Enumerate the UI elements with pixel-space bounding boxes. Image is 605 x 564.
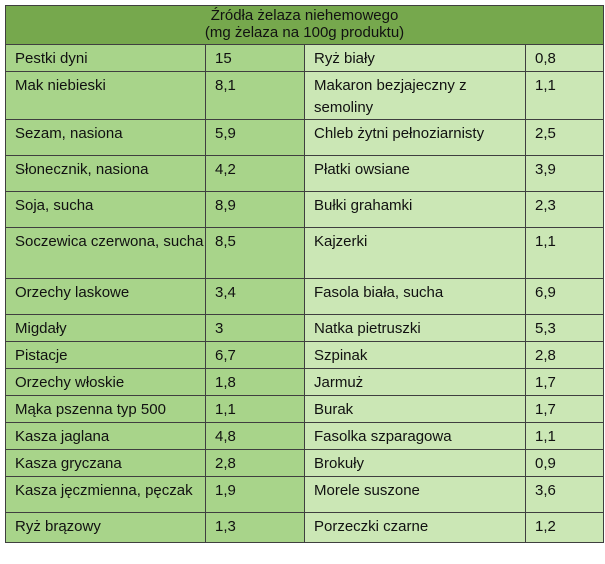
table-row [6, 72, 604, 120]
product-name-cell: Kajzerki [305, 228, 526, 279]
product-name-cell: Fasolka szparagowa [305, 423, 526, 450]
iron-value-cell: 1,9 [206, 477, 305, 513]
product-name-cell: Migdały [6, 315, 206, 342]
product-name-cell: Jarmuż [305, 369, 526, 396]
product-name-cell: Natka pietruszki [305, 315, 526, 342]
iron-value-cell: 1,2 [526, 513, 604, 543]
table-row [6, 396, 604, 423]
product-name-cell: Szpinak [305, 342, 526, 369]
table-row [6, 369, 604, 396]
table-row [6, 450, 604, 477]
product-name-cell: Soczewica czerwona, sucha [6, 228, 206, 279]
table-title-line-1: Źródła żelaza niehemowego [210, 7, 399, 24]
iron-value-cell: 4,2 [206, 156, 305, 192]
product-name-cell: Morele suszone [305, 477, 526, 513]
iron-value-cell: 3,6 [526, 477, 604, 513]
iron-value-cell: 2,8 [526, 342, 604, 369]
iron-value-cell: 4,8 [206, 423, 305, 450]
product-name-cell: Sezam, nasiona [6, 120, 206, 156]
product-name-cell: Pestki dyni [6, 45, 206, 72]
table-row [6, 279, 604, 315]
product-name-cell: Pistacje [6, 342, 206, 369]
iron-value-cell: 3,4 [206, 279, 305, 315]
product-name-cell: Słonecznik, nasiona [6, 156, 206, 192]
product-name-cell: Chleb żytni pełnoziarnisty [305, 120, 526, 156]
product-name-cell: Soja, sucha [6, 192, 206, 228]
iron-value-cell: 1,1 [526, 228, 604, 279]
table-title-row [6, 6, 604, 45]
iron-value-cell: 6,9 [526, 279, 604, 315]
iron-value-cell: 8,9 [206, 192, 305, 228]
table-row [6, 513, 604, 543]
table-row [6, 477, 604, 513]
iron-value-cell: 8,1 [206, 72, 305, 120]
iron-value-cell: 3,9 [526, 156, 604, 192]
iron-value-cell: 2,5 [526, 120, 604, 156]
product-name-cell: Kasza jęczmienna, pęczak [6, 477, 206, 513]
iron-value-cell: 2,3 [526, 192, 604, 228]
iron-value-cell: 2,8 [206, 450, 305, 477]
product-name-cell: Ryż brązowy [6, 513, 206, 543]
table-row [6, 45, 604, 72]
iron-value-cell: 3 [206, 315, 305, 342]
table-body [6, 45, 604, 543]
product-name-cell: Fasola biała, sucha [305, 279, 526, 315]
product-name-cell: Mąka pszenna typ 500 [6, 396, 206, 423]
product-name-cell: Mak niebieski [6, 72, 206, 120]
iron-value-cell: 15 [206, 45, 305, 72]
iron-sources-table-container [5, 5, 603, 543]
product-name-cell: Burak [305, 396, 526, 423]
product-name-cell: Orzechy włoskie [6, 369, 206, 396]
table-title [6, 6, 604, 45]
iron-sources-table [5, 5, 604, 543]
table-title-line-2: (mg żelaza na 100g produktu) [204, 24, 405, 41]
table-row [6, 315, 604, 342]
product-name-cell: Makaron bezjajeczny z semoliny [305, 72, 526, 120]
iron-value-cell: 0,9 [526, 450, 604, 477]
iron-value-cell: 1,3 [206, 513, 305, 543]
product-name-cell: Porzeczki czarne [305, 513, 526, 543]
product-name-cell: Kasza gryczana [6, 450, 206, 477]
product-name-cell: Brokuły [305, 450, 526, 477]
iron-value-cell: 0,8 [526, 45, 604, 72]
table-row [6, 342, 604, 369]
table-row [6, 228, 604, 279]
iron-value-cell: 5,3 [526, 315, 604, 342]
table-row [6, 120, 604, 156]
iron-value-cell: 1,8 [206, 369, 305, 396]
iron-value-cell: 1,7 [526, 396, 604, 423]
product-name-cell: Ryż biały [305, 45, 526, 72]
product-name-cell: Kasza jaglana [6, 423, 206, 450]
product-name-cell: Płatki owsiane [305, 156, 526, 192]
iron-value-cell: 1,1 [526, 72, 604, 120]
iron-value-cell: 8,5 [206, 228, 305, 279]
table-row [6, 423, 604, 450]
product-name-cell: Orzechy laskowe [6, 279, 206, 315]
iron-value-cell: 6,7 [206, 342, 305, 369]
product-name-cell: Bułki grahamki [305, 192, 526, 228]
iron-value-cell: 5,9 [206, 120, 305, 156]
table-row [6, 192, 604, 228]
table-row [6, 156, 604, 192]
iron-value-cell: 1,7 [526, 369, 604, 396]
iron-value-cell: 1,1 [206, 396, 305, 423]
iron-value-cell: 1,1 [526, 423, 604, 450]
